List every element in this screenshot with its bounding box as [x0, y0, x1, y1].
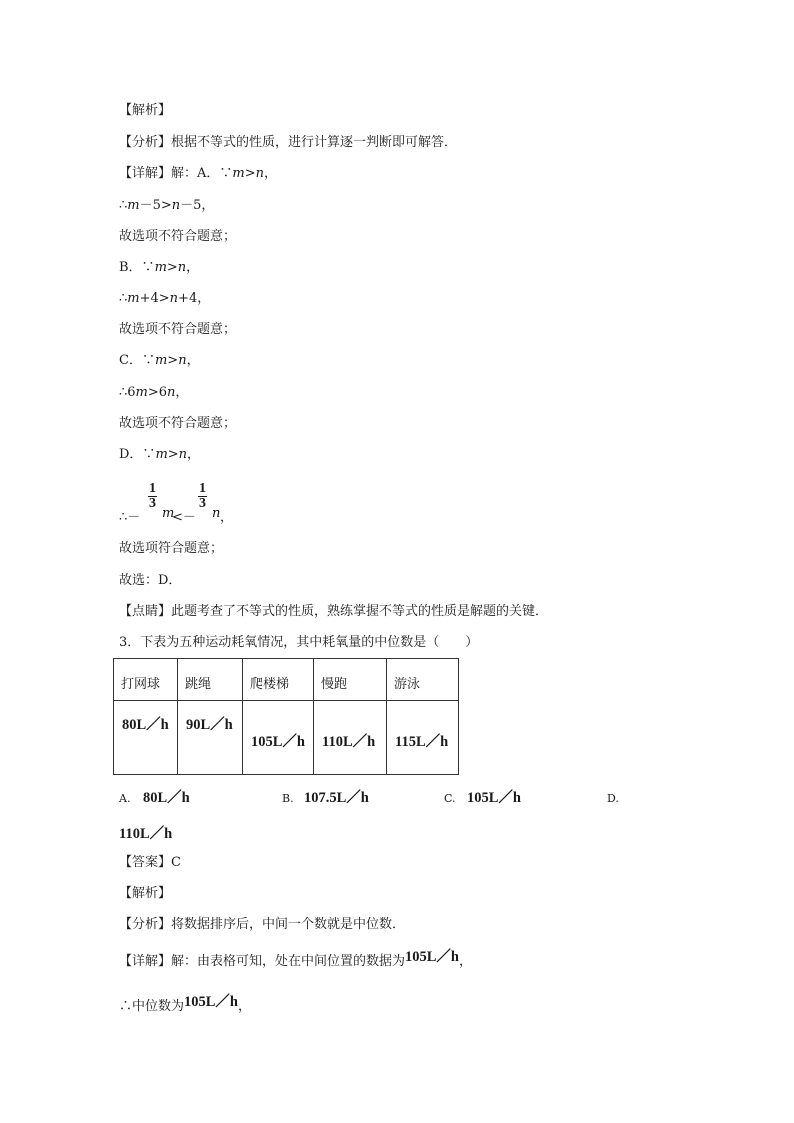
table-header-row [114, 659, 459, 701]
analysis-title-2: 【解析】 [119, 886, 172, 901]
question-3: 3．下表为五种运动耗氧情况，其中耗氧量的中位数是（ ） [119, 635, 479, 650]
fraction-line-d: $\frac{1}{3}$ $\frac{1}{3}$ ∴－ m <－ n ， [119, 481, 234, 525]
table-value-cell: 90L／h [178, 701, 243, 775]
detail-line-median: 【详解】解：由表格可知，处在中间位置的数据为105L／h， [119, 949, 473, 969]
detail-line-d: D．∵m>n， [119, 447, 201, 462]
analysis-text-2: 【分析】将数据排序后，中间一个数就是中位数． [119, 917, 406, 932]
therefore-line-b: ∴m+4>n+4， [119, 291, 211, 306]
option-b-label: B. [282, 792, 294, 805]
table-value-row [114, 701, 459, 775]
analysis-text: 【分析】根据不等式的性质，进行计算逐一判断即可解答． [119, 135, 458, 150]
option-c-value: 105L／h [467, 790, 521, 806]
table-header-cell: 跳绳 [178, 659, 243, 701]
option-d-label: D. [607, 792, 619, 805]
conclusion-a: 故选项不符合题意； [119, 229, 237, 244]
final-choice: 故选：D． [119, 573, 182, 588]
table-header-cell: 游泳 [387, 659, 459, 701]
sports-oxygen-table [113, 658, 459, 775]
detail-line-c: C．∵m>n， [119, 353, 200, 368]
table-header-cell: 慢跑 [314, 659, 387, 701]
option-a-value: 80L／h [143, 790, 190, 806]
table-value-cell: 115L／h [387, 701, 459, 775]
detail-line-b: B．∵m>n， [119, 260, 200, 275]
conclusion-d: 故选项符合题意； [119, 541, 224, 556]
option-d-value: 110L／h [119, 826, 173, 842]
table-value-cell: 110L／h [314, 701, 387, 775]
option-b-value: 107.5L／h [304, 790, 369, 806]
option-c-label: C. [444, 792, 456, 805]
table-value-cell: 80L／h [114, 701, 178, 775]
table-header-cell: 爬楼梯 [243, 659, 314, 701]
detail-line-a: 【详解】解：A．∵m>n， [119, 166, 278, 181]
table-value-cell: 105L／h [243, 701, 314, 775]
therefore-line-a: ∴m－5>n－5， [119, 198, 215, 213]
conclusion-b: 故选项不符合题意； [119, 322, 237, 337]
fraction-one-third-right: $\frac{1}{3}$ [199, 481, 206, 511]
median-line: ∴中位数为105L／h， [119, 994, 252, 1014]
option-a-label: A. [119, 792, 131, 805]
section-analysis-title: 【解析】 [119, 103, 172, 118]
fraction-one-third-left: $\frac{1}{3}$ [149, 481, 156, 511]
answer-line: 【答案】C [119, 855, 181, 870]
conclusion-c: 故选项不符合题意； [119, 416, 237, 431]
table-header-cell: 打网球 [114, 659, 178, 701]
therefore-line-c: ∴6m>6n， [119, 385, 189, 400]
tip-text: 【点睛】此题考查了不等式的性质，熟练掌握不等式的性质是解题的关键． [119, 604, 549, 619]
